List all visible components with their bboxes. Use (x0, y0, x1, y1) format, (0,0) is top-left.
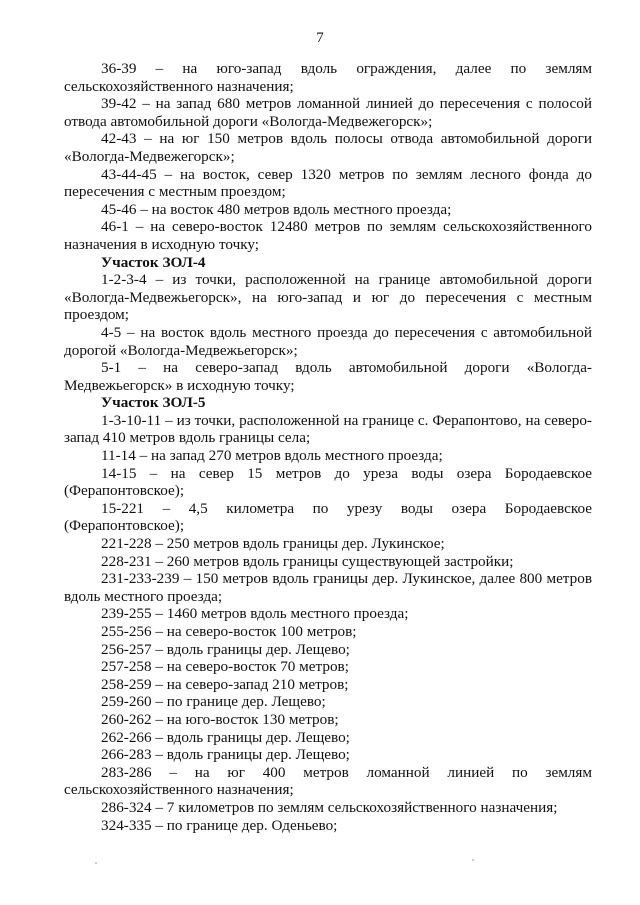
boundary-paragraph: 11-14 – на запад 270 метров вдоль местного проезда; (101, 447, 443, 465)
section-heading: Участок ЗОЛ-4 (101, 253, 206, 271)
boundary-paragraph: 1-3-10-11 – из точки, расположенной на границе с. Ферапонтово, на северо-запад 410 метров вдоль границы села; (64, 411, 592, 447)
boundary-paragraph: 255-256 – на северо-восток 100 метров; (101, 623, 357, 640)
boundary-paragraph: 266-283 – вдоль границы дер. Лещево; (101, 746, 350, 764)
boundary-paragraph: 239-255 – 1460 метров вдоль местного проезда; (101, 605, 409, 623)
boundary-paragraph: 256-257 – вдоль границы дер. Лещево; (101, 640, 350, 658)
boundary-paragraph: 14-15 – на север 15 метров до уреза воды озера Бородаевское (Ферапонтовское); (64, 464, 592, 500)
boundary-paragraph: 43-44-45 – на восток, север 1320 метров по землям лесного фонда до пересечения с местным проездом; (64, 165, 592, 201)
boundary-paragraph: 258-259 – на северо-запад 210 метров; (101, 675, 349, 693)
boundary-paragraph: 324-335 – по границе дер. Оденьево; (101, 816, 338, 834)
scan-speck (95, 862, 97, 864)
boundary-paragraph: 1-2-3-4 – из точки, расположенной на границе автомобильной дороги «Вологда-Медвежьегорск», на юго-запад и юг до пересечения с местным проездом; (64, 271, 592, 324)
section-heading: Участок ЗОЛ-5 (101, 394, 206, 412)
boundary-paragraph: 36-39 – на юго-запад вдоль ограждения, далее по землям сельскохозяйственного назначения; (64, 60, 592, 95)
boundary-paragraph: 39-42 – на запад 680 метров ломанной линией до пересечения с полосой отвода автомобильной дороги «Вологда-Медвежегорск»; (64, 95, 592, 130)
boundary-paragraph: 259-260 – по границе дер. Лещево; (101, 693, 326, 711)
boundary-paragraph: 262-266 – вдоль границы дер. Лещево; (101, 728, 350, 746)
boundary-paragraph: 15-221 – 4,5 километра по урезу воды озера Бородаевское (Ферапонтовское); (64, 499, 592, 535)
boundary-paragraph: 260-262 – на юго-восток 130 метров; (101, 710, 339, 728)
boundary-paragraph: 4-5 – на восток вдоль местного проезда до пересечения с автомобильной дорогой «Вологда-Медвежьегорск»; (64, 323, 592, 359)
boundary-paragraph: 286-324 – 7 километров по землям сельскохозяйственного назначения; (101, 798, 558, 816)
boundary-paragraph: 228-231 – 260 метров вдоль границы существующей застройки; (101, 552, 514, 570)
boundary-paragraph: 45-46 – на восток 480 метров вдоль местного проезда; (101, 200, 452, 218)
boundary-paragraph: 283-286 – на юг 400 метров ломанной линией по землям сельскохозяйственного назначения; (64, 763, 592, 799)
document-body (64, 60, 592, 834)
boundary-paragraph: 42-43 – на юг 150 метров вдоль полосы отвода автомобильной дороги «Вологда-Медвежегорск»; (64, 130, 592, 165)
boundary-paragraph: 257-258 – на северо-восток 70 метров; (101, 658, 349, 676)
boundary-paragraph: 221-228 – 250 метров вдоль границы дер. Лукинское; (101, 535, 445, 553)
boundary-paragraph: 46-1 – на северо-восток 12480 метров по землям сельскохозяйственного назначения в исходную точку; (64, 218, 592, 253)
page-number: 7 (316, 30, 324, 46)
boundary-paragraph: 5-1 – на северо-запад вдоль автомобильной дороги «Вологда-Медвежьегорск» в исходную точку; (64, 359, 592, 394)
boundary-paragraph: 231-233-239 – 150 метров вдоль границы дер. Лукинское, далее 800 метров вдоль местного проезда; (64, 570, 592, 605)
scan-speck (472, 859, 474, 861)
